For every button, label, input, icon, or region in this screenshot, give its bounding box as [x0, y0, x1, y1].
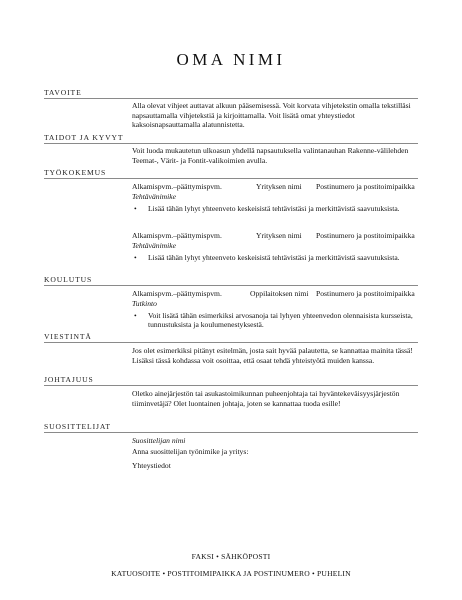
job-bullet-text[interactable]: Lisää tähän lyhyt yhteenveto keskeisistä tehtävistäsi ja merkittävistä saavutuksista. — [148, 203, 400, 213]
section-references — [44, 422, 418, 471]
section-heading[interactable]: SUOSITTELIJAT — [44, 422, 418, 433]
education-entry — [132, 289, 418, 330]
education-dates[interactable]: Alkamispvm.–päättymispvm. — [132, 289, 222, 298]
job-company[interactable]: Yrityksen nimi — [256, 182, 302, 191]
job-role[interactable]: Tehtävänimike — [132, 192, 177, 201]
job-bullet — [132, 253, 418, 263]
section-heading[interactable]: JOHTAJUUS — [44, 375, 418, 386]
section-heading[interactable]: KOULUTUS — [44, 275, 418, 286]
reference-name[interactable]: Suosittelijan nimi — [132, 436, 186, 445]
section-heading[interactable]: TAVOITE — [44, 88, 418, 99]
reference-title[interactable]: Anna suosittelijan työnimike ja yritys: — [132, 446, 249, 456]
education-school[interactable]: Oppilaitoksen nimi — [250, 289, 309, 298]
job-company[interactable]: Yrityksen nimi — [256, 231, 302, 240]
section-leadership — [44, 375, 418, 408]
objective-text[interactable]: Alla olevat vihjeet auttavat alkuun pääsemisessä. Voit korvata vihjetekstin omalla tekstilläsi napsauttamalla vihjetekstiä ja kirjoittamalla. Voit lisätä omat yhteystiedot kaksoisnapsauttamalla alatunnistetta. — [132, 101, 411, 130]
job-row — [132, 182, 418, 192]
job-dates[interactable]: Alkamispvm.–päättymispvm. — [132, 231, 222, 240]
education-location[interactable]: Postinumero ja postitoimipaikka — [316, 289, 415, 298]
reference-contact[interactable]: Yhteystiedot — [132, 461, 171, 471]
leadership-text[interactable]: Oletko ainejärjestön tai asukastoimikunnan puheenjohtaja tai hyväntekeväisyysjärjestön tiiminvetäjä? Olet luontainen johtaja, joten se kannattaa tuoda esille! — [132, 389, 400, 408]
footer-line-2[interactable]: KATUOSOITE • POSTITOIMIPAIKKA JA POSTINUMERO • PUHELIN — [111, 569, 351, 578]
section-objective — [44, 88, 418, 130]
education-bullet-text[interactable]: Voit lisätä tähän esimerkiksi arvosanoja tai lyhyen yhteenvedon olennaisista kursseista, tunnustuksista ja koulumenestyksestä. — [148, 310, 413, 330]
section-body — [132, 346, 418, 365]
bullet-glyph: • — [134, 252, 137, 262]
job-bullet-text[interactable]: Lisää tähän lyhyt yhteenveto keskeisistä tehtävistäsi ja merkittävistä saavutuksista. — [148, 252, 400, 262]
section-experience — [44, 168, 418, 262]
education-degree[interactable]: Tutkinto — [132, 299, 157, 308]
section-heading[interactable]: TAIDOT JA KYVYT — [44, 133, 418, 144]
page-title[interactable]: OMA NIMI — [176, 50, 286, 69]
education-bullet — [132, 311, 418, 330]
job-role[interactable]: Tehtävänimike — [132, 241, 177, 250]
footer-line-1[interactable]: FAKSI • SÄHKÖPOSTI — [191, 552, 271, 561]
job-entry — [132, 231, 418, 262]
section-education — [44, 275, 418, 330]
section-body — [132, 389, 418, 408]
section-body — [132, 101, 418, 130]
education-row — [132, 289, 418, 299]
section-body — [132, 146, 418, 165]
reference-entry — [132, 436, 418, 471]
job-dates[interactable]: Alkamispvm.–päättymispvm. — [132, 182, 222, 191]
skills-text[interactable]: Voit luoda mukautetun ulkoasun yhdellä napsautuksella valintanauhan Rakenne-välilehden Teemat-, Värit- ja Fontit-valikoimien avulla. — [132, 146, 409, 165]
job-location[interactable]: Postinumero ja postitoimipaikka — [316, 182, 415, 191]
section-heading[interactable]: TYÖKOKEMUS — [44, 168, 418, 179]
job-bullet — [132, 204, 418, 214]
section-heading[interactable]: VIESTINTÄ — [44, 332, 418, 343]
section-skills — [44, 133, 418, 165]
job-location[interactable]: Postinumero ja postitoimipaikka — [316, 231, 415, 240]
communication-text[interactable]: Jos olet esimerkiksi pitänyt esitelmän, josta sait hyvää palautetta, se kannattaa mainita tässä! Lisäksi tässä kohdassa voit osoittaa, että osaat tehdä yhteistyötä muiden kanssa. — [132, 346, 413, 365]
bullet-glyph: • — [134, 310, 137, 320]
job-row — [132, 231, 418, 241]
bullet-glyph: • — [134, 203, 137, 213]
section-communication — [44, 332, 418, 365]
job-entry — [132, 182, 418, 213]
